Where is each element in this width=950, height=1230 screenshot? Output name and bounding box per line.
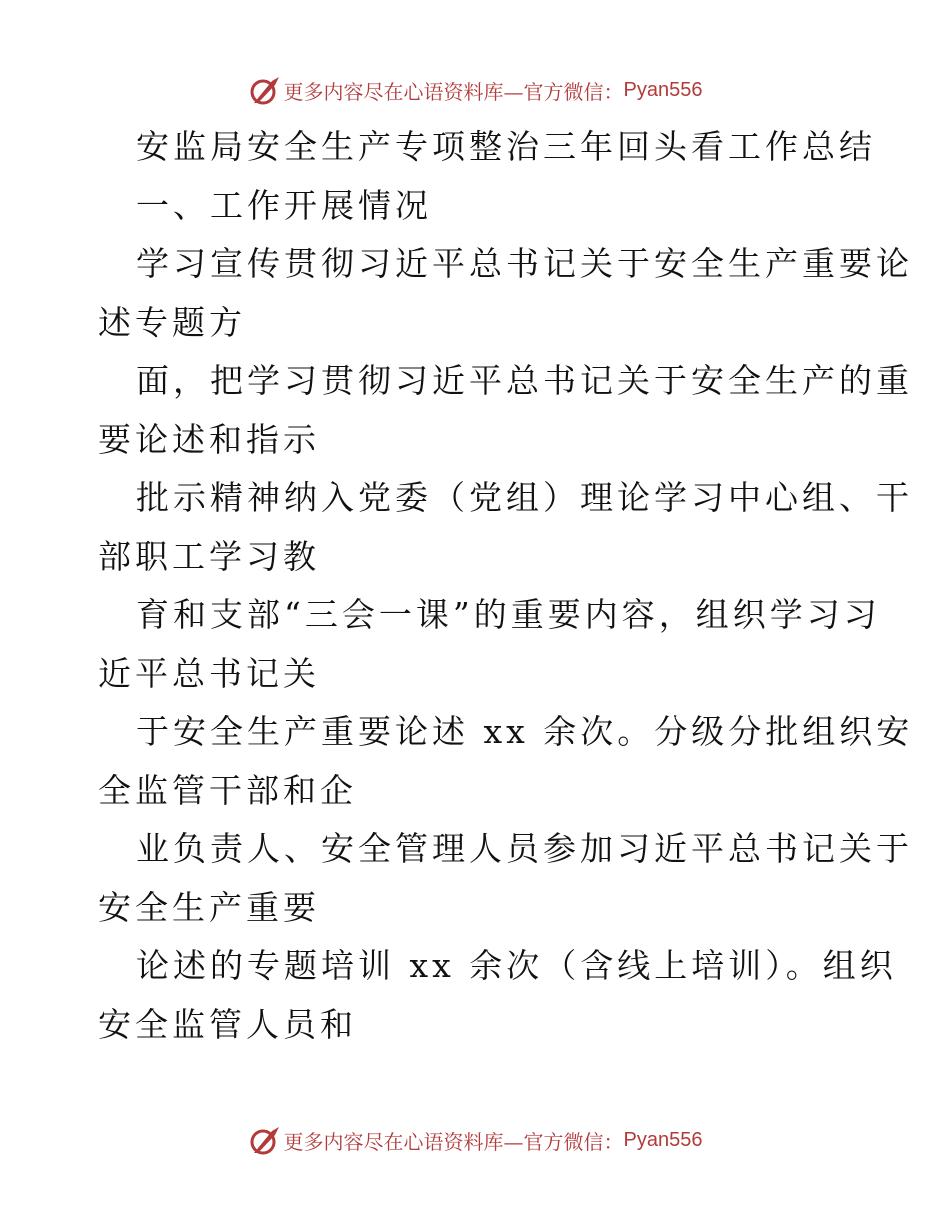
- paragraph-line: 要论述和指示: [98, 419, 320, 459]
- paragraph-line: 学习宣传贯彻习近平总书记关于安全生产重要论: [136, 244, 913, 283]
- quill-pen-logo-icon: [248, 1123, 282, 1157]
- paragraph-line: 批示精神纳入党委（党组）理论学习中心组、干: [136, 478, 913, 517]
- watermark-wechat-id: Pyan556: [623, 78, 703, 101]
- watermark-wechat-id: Pyan556: [623, 1128, 703, 1151]
- paragraph-line: 安全生产重要: [98, 887, 320, 927]
- paragraph-line: 业负责人、安全管理人员参加习近平总书记关于: [136, 829, 913, 868]
- paragraph-line: 面，把学习贯彻习近平总书记关于安全生产的重: [136, 361, 913, 400]
- paragraph-line: 于安全生产重要论述 xx 余次。分级分批组织安: [136, 712, 914, 751]
- paragraph-line: 全监管干部和企: [98, 770, 357, 810]
- footer-watermark: [0, 1120, 950, 1160]
- paragraph-line: 部职工学习教: [98, 536, 320, 576]
- paragraph-line: 近平总书记关: [98, 653, 320, 693]
- section-heading: 一、工作开展情况: [136, 185, 432, 225]
- paragraph-line: 述专题方: [98, 302, 246, 342]
- document-body: [98, 118, 914, 1054]
- watermark-text: 更多内容尽在心语资料库—官方微信：: [283, 1129, 624, 1154]
- paragraph-line: 安全监管人员和: [98, 1004, 357, 1044]
- header-watermark: [0, 70, 950, 110]
- document-title: 安监局安全生产专项整治三年回头看工作总结: [136, 127, 876, 166]
- quill-pen-logo-icon: [248, 73, 282, 107]
- paragraph-line: 育和支部“三会一课”的重要内容，组织学习习: [136, 595, 881, 634]
- watermark-text: 更多内容尽在心语资料库—官方微信：: [283, 79, 624, 104]
- paragraph-line: 论述的专题培训 xx 余次（含线上培训）。组织: [136, 946, 897, 985]
